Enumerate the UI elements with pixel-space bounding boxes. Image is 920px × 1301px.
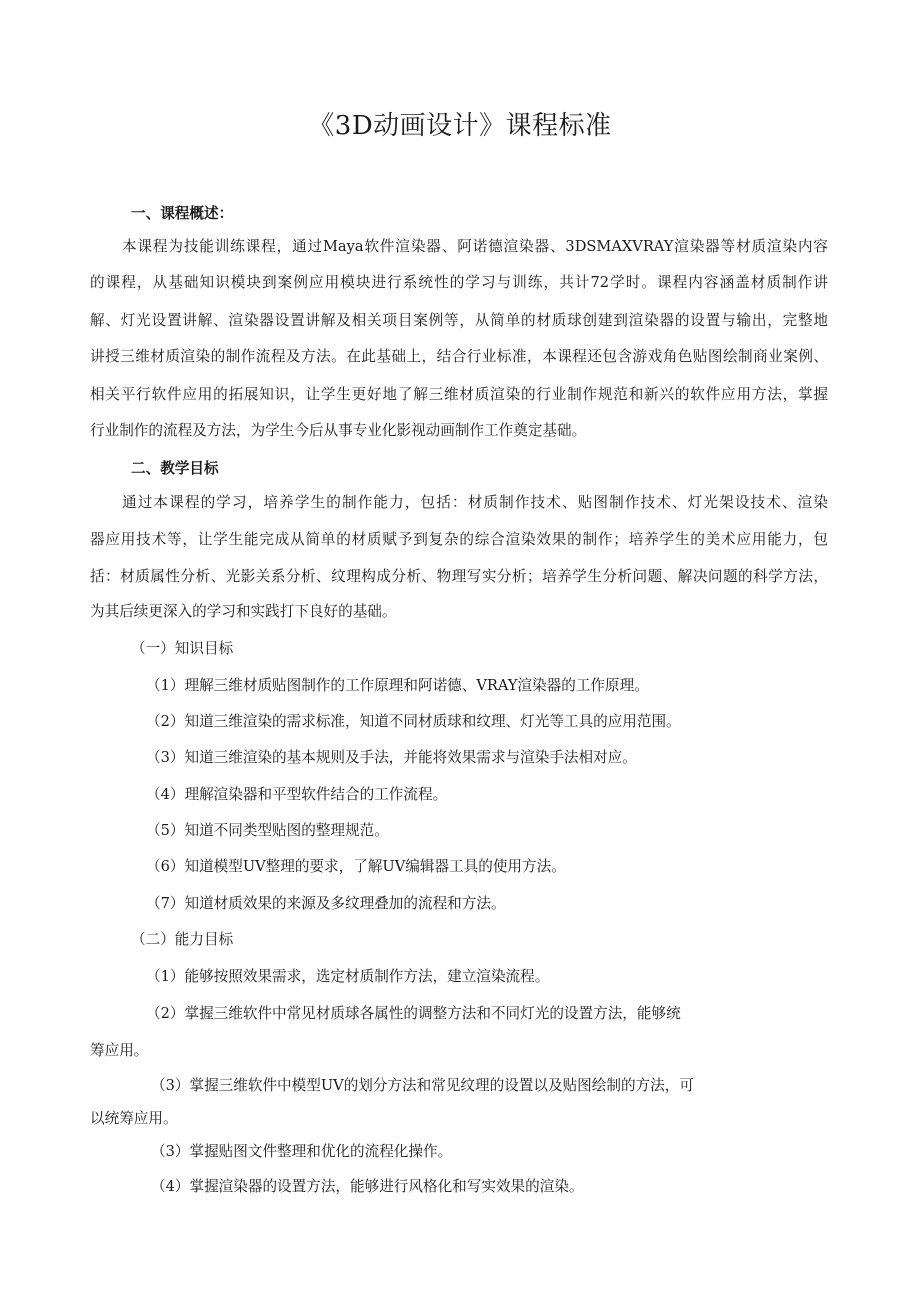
list-item: （5）知道不同类型贴图的整理规范。	[146, 822, 389, 839]
paragraph-line: 本课程为技能训练课程，通过Maya软件渲染器、阿诺德渲染器、3DSMAXVRAY渲染器等材质渲染内容	[122, 238, 828, 255]
list-item: （4）理解渲染器和平型软件结合的工作流程。	[146, 786, 448, 803]
paragraph-line: 为其后续更深入的学习和实践打下良好的基础。	[90, 603, 397, 620]
paragraph-line: 器应用技术等，让学生能完成从简单的材质赋予到复杂的综合渲染效果的制作；培养学生的美术应用能力，包	[90, 531, 828, 548]
list-item: （1）能够按照效果需求，选定材质制作方法，建立渲染流程。	[146, 968, 550, 985]
paragraph-line: 行业制作的流程及方法，为学生今后从事专业化影视动画制作工作奠定基础。	[90, 422, 587, 439]
paragraph-line: 括：材质属性分析、光影关系分析、纹理构成分析、物理写实分析；培养学生分析问题、解决问题的科学方法，	[90, 568, 828, 585]
section-heading-goals: 二、教学目标	[131, 460, 219, 477]
subheading-knowledge: （一）知识目标	[131, 640, 234, 657]
list-item: （7）知道材质效果的来源及多纹理叠加的流程和方法。	[146, 895, 506, 912]
list-item: （3）掌握三维软件中模型UV的划分方法和常见纹理的设置以及贴图绘制的方法，可	[151, 1077, 694, 1094]
list-item: （3）掌握贴图文件整理和优化的流程化操作。	[151, 1143, 453, 1160]
section-heading-overview: 一、课程概述：	[131, 205, 234, 222]
list-item: （2）掌握三维软件中常见材质球各属性的调整方法和不同灯光的设置方法，能够统	[146, 1005, 681, 1022]
paragraph-line: 通过本课程的学习，培养学生的制作能力，包括：材质制作技术、贴图制作技术、灯光架设技术、渲染	[122, 494, 828, 511]
paragraph-line: 的课程，从基础知识模块到案例应用模块进行系统性的学习与训练，共计72学时。课程内容涵盖材质制作讲	[90, 274, 828, 291]
paragraph-line: 解、灯光设置讲解、渲染器设置讲解及相关项目案例等，从简单的材质球创建到渲染器的设置与输出，完整地	[90, 312, 828, 329]
list-item: （1）理解三维材质贴图制作的工作原理和阿诺德、VRAY渲染器的工作原理。	[146, 677, 649, 694]
subheading-ability: （二）能力目标	[131, 931, 234, 948]
list-item-continuation: 以统筹应用。	[90, 1110, 178, 1127]
list-item-continuation: 筹应用。	[90, 1042, 149, 1059]
paragraph-line: 相关平行软件应用的拓展知识，让学生更好地了解三维材质渲染的行业制作规范和新兴的软件应用方法，掌握	[90, 386, 828, 403]
list-item: （6）知道模型UV整理的要求，了解UV编辑器工具的使用方法。	[146, 858, 566, 875]
list-item: （3）知道三维渲染的基本规则及手法，并能将效果需求与渲染手法相对应。	[146, 749, 637, 766]
list-item: （2）知道三维渲染的需求标准，知道不同材质球和纹理、灯光等工具的应用范围。	[146, 713, 681, 730]
list-item: （4）掌握渲染器的设置方法，能够进行风格化和写实效果的渲染。	[151, 1178, 584, 1195]
page-title: 《3D动画设计》课程标准	[308, 111, 612, 141]
paragraph-line: 讲授三维材质渲染的制作流程及方法。在此基础上，结合行业标准，本课程还包含游戏角色贴图绘制商业案例、	[90, 348, 828, 365]
